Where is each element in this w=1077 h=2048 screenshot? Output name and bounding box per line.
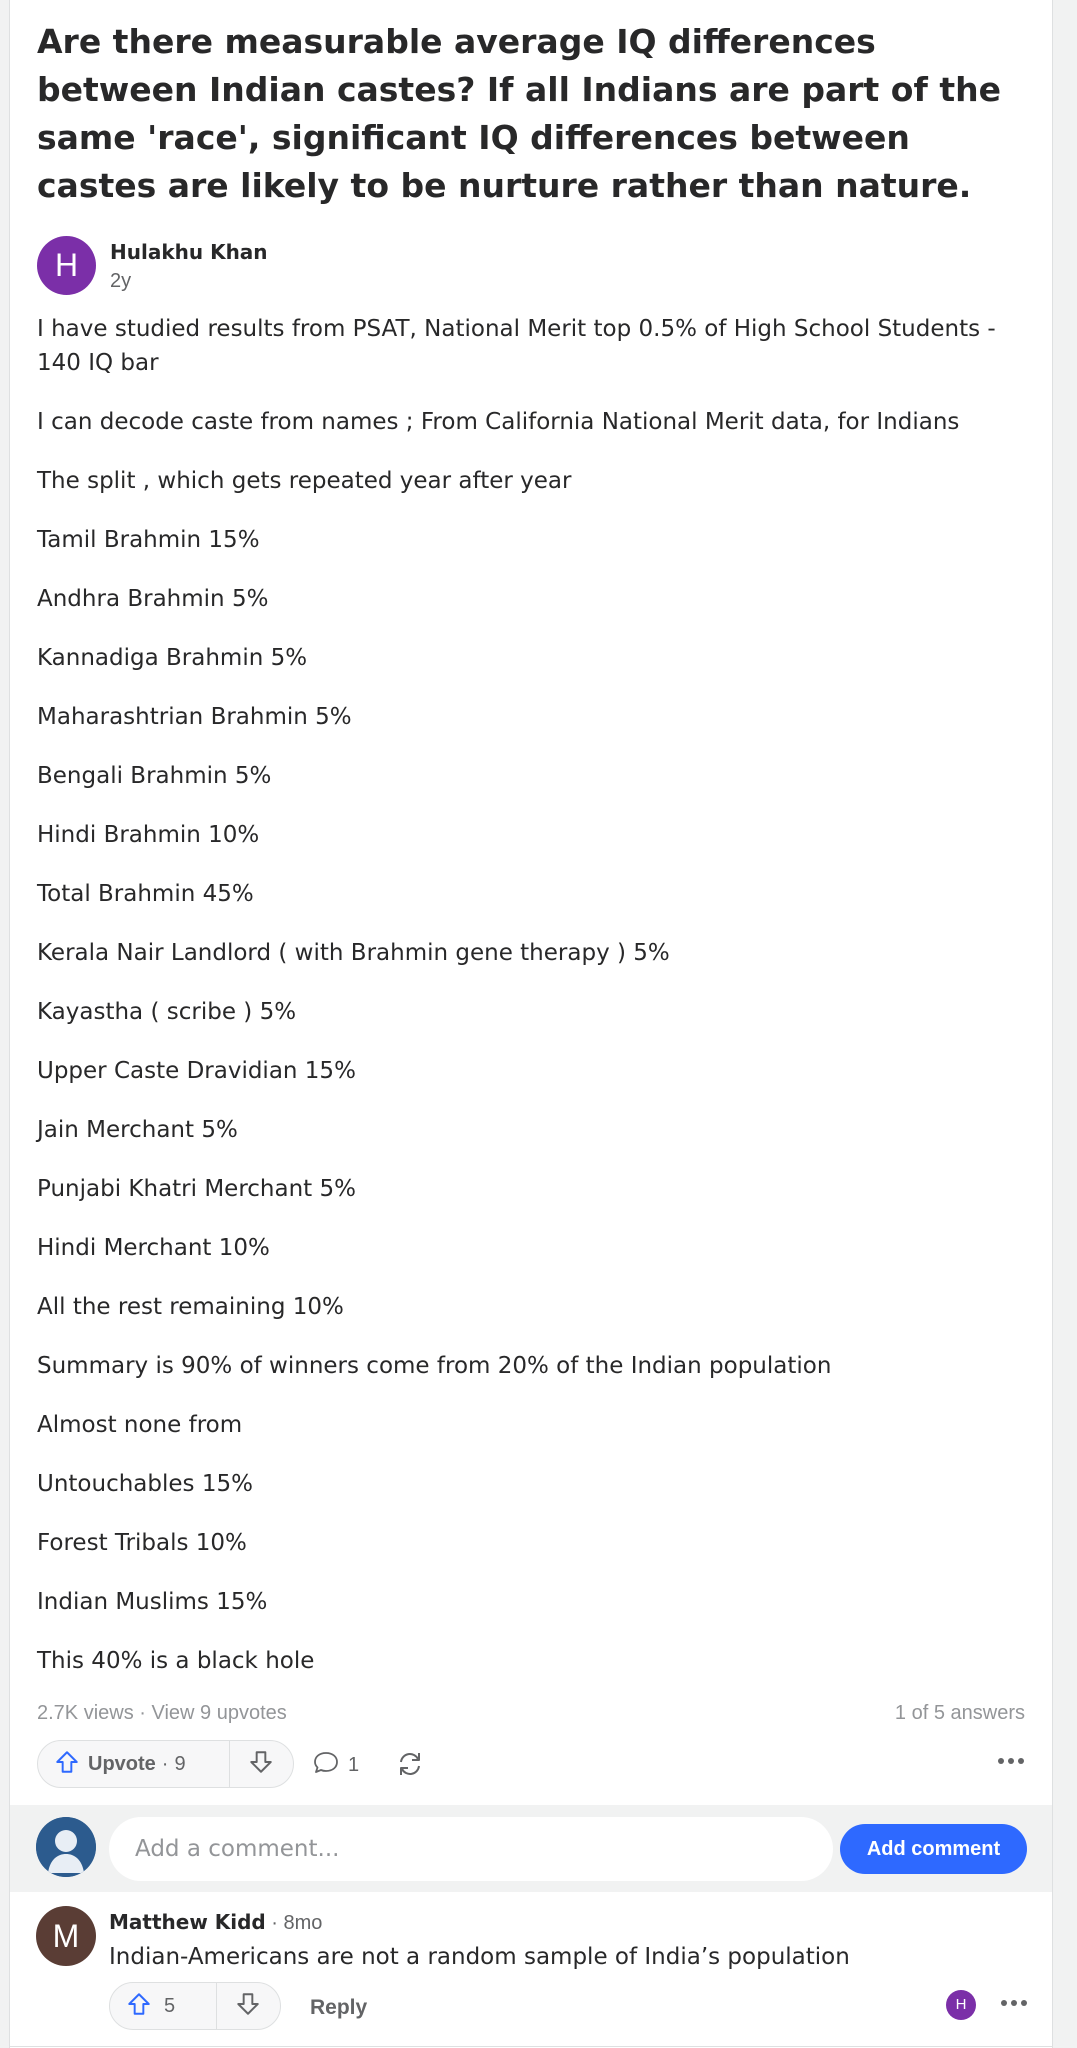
answer-paragraph: Indian Muslims 15% [37,1589,268,1615]
arrow-up-icon [126,1991,152,2022]
answer-timestamp[interactable]: 2y [110,270,132,292]
upvote-button[interactable] [38,1741,230,1787]
meta-separator: · [133,1702,152,1724]
reply-button[interactable]: Reply [310,1996,368,2019]
author-reaction-avatar: H [946,1990,976,2020]
answer-paragraph: This 40% is a black hole [37,1648,315,1674]
arrow-down-icon [248,1749,274,1780]
answer-paragraph: Tamil Brahmin 15% [37,527,260,553]
speech-bubble-icon [312,1750,340,1781]
comment-author[interactable]: Matthew Kidd [109,1910,266,1934]
comment-input[interactable] [109,1817,833,1881]
comment-item [10,1892,1052,2048]
answer-paragraph: Upper Caste Dravidian 15% [37,1058,356,1084]
answer-paragraph: All the rest remaining 10% [37,1294,344,1320]
view-count: 2.7K views [37,1702,134,1724]
answer-position: 1 of 5 answers [894,1702,1025,1724]
answer-paragraph: Kerala Nair Landlord ( with Brahmin gene therapy ) 5% [37,940,670,966]
comment-text: Indian-Americans are not a random sample of India’s population [109,1944,850,1970]
comment-composer [10,1805,1052,1892]
comment-vote-group [109,1982,281,2030]
ellipsis-icon [997,1752,1025,1769]
question-title[interactable]: Are there measurable average IQ differences between Indian castes? If all Indians are part of the same 'race', significant IQ differences between castes are likely to be nurture rather than nature. [37,22,1001,205]
comment-button[interactable] [312,1750,359,1781]
answer-paragraph: Untouchables 15% [37,1471,253,1497]
answer-paragraph: Forest Tribals 10% [37,1530,247,1556]
current-user-avatar[interactable] [36,1817,96,1877]
answer-paragraph: Bengali Brahmin 5% [37,763,272,789]
answer-stats [37,1702,287,1725]
more-options-button[interactable] [997,1752,1025,1770]
comment-downvote-button[interactable] [217,1983,280,2029]
arrow-up-icon [54,1749,80,1780]
answer-paragraph: Andhra Brahmin 5% [37,586,269,612]
answer-paragraph: I have studied results from PSAT, National Merit top 0.5% of High School Students - 140 IQ bar [37,316,996,376]
avatar[interactable]: M [36,1906,96,1966]
arrow-down-icon [235,1991,261,2022]
answer-card [9,0,1053,2048]
answer-paragraph: Almost none from [37,1412,243,1438]
comment-count: 1 [348,1754,360,1776]
refresh-icon [395,1765,425,1782]
add-comment-button[interactable]: Add comment [840,1824,1027,1874]
answer-paragraph: Jain Merchant 5% [37,1117,238,1143]
answer-paragraph: Hindi Brahmin 10% [37,822,260,848]
answer-paragraph: Maharashtrian Brahmin 5% [37,704,352,730]
comment-upvote-count: 5 [164,1994,176,2017]
answer-body [37,312,1037,1703]
answer-paragraph: Punjabi Khatri Merchant 5% [37,1176,356,1202]
divider [10,2046,1052,2047]
comment-upvote-button[interactable] [110,1983,217,2029]
answer-paragraph: Summary is 90% of winners come from 20% of the Indian population [37,1353,832,1379]
comment-header [109,1910,322,1935]
upvote-count: 9 [174,1752,186,1775]
answer-paragraph: Kannadiga Brahmin 5% [37,645,308,671]
ellipsis-icon [1000,1994,1028,2011]
comment-more-options-button[interactable] [1000,1994,1028,2012]
avatar[interactable]: H [37,236,96,295]
answer-paragraph: The split , which gets repeated year after year [37,468,572,494]
upvote-separator: · [161,1752,169,1775]
answer-paragraph: I can decode caste from names ; From California National Merit data, for Indians [37,409,960,435]
answer-author-row [37,236,1027,296]
share-button[interactable] [395,1750,425,1783]
answer-paragraph: Total Brahmin 45% [37,881,254,907]
downvote-button[interactable] [230,1741,293,1787]
answer-action-bar [37,1740,1027,1790]
author-name[interactable]: Hulakhu Khan [110,240,268,264]
upvote-label: Upvote [88,1752,156,1775]
answer-paragraph: Hindi Merchant 10% [37,1235,270,1261]
view-upvotes-link[interactable]: View 9 upvotes [151,1702,287,1724]
answer-paragraph: Kayastha ( scribe ) 5% [37,999,297,1025]
vote-group [37,1740,294,1788]
comment-timestamp[interactable]: · 8mo [265,1912,323,1934]
